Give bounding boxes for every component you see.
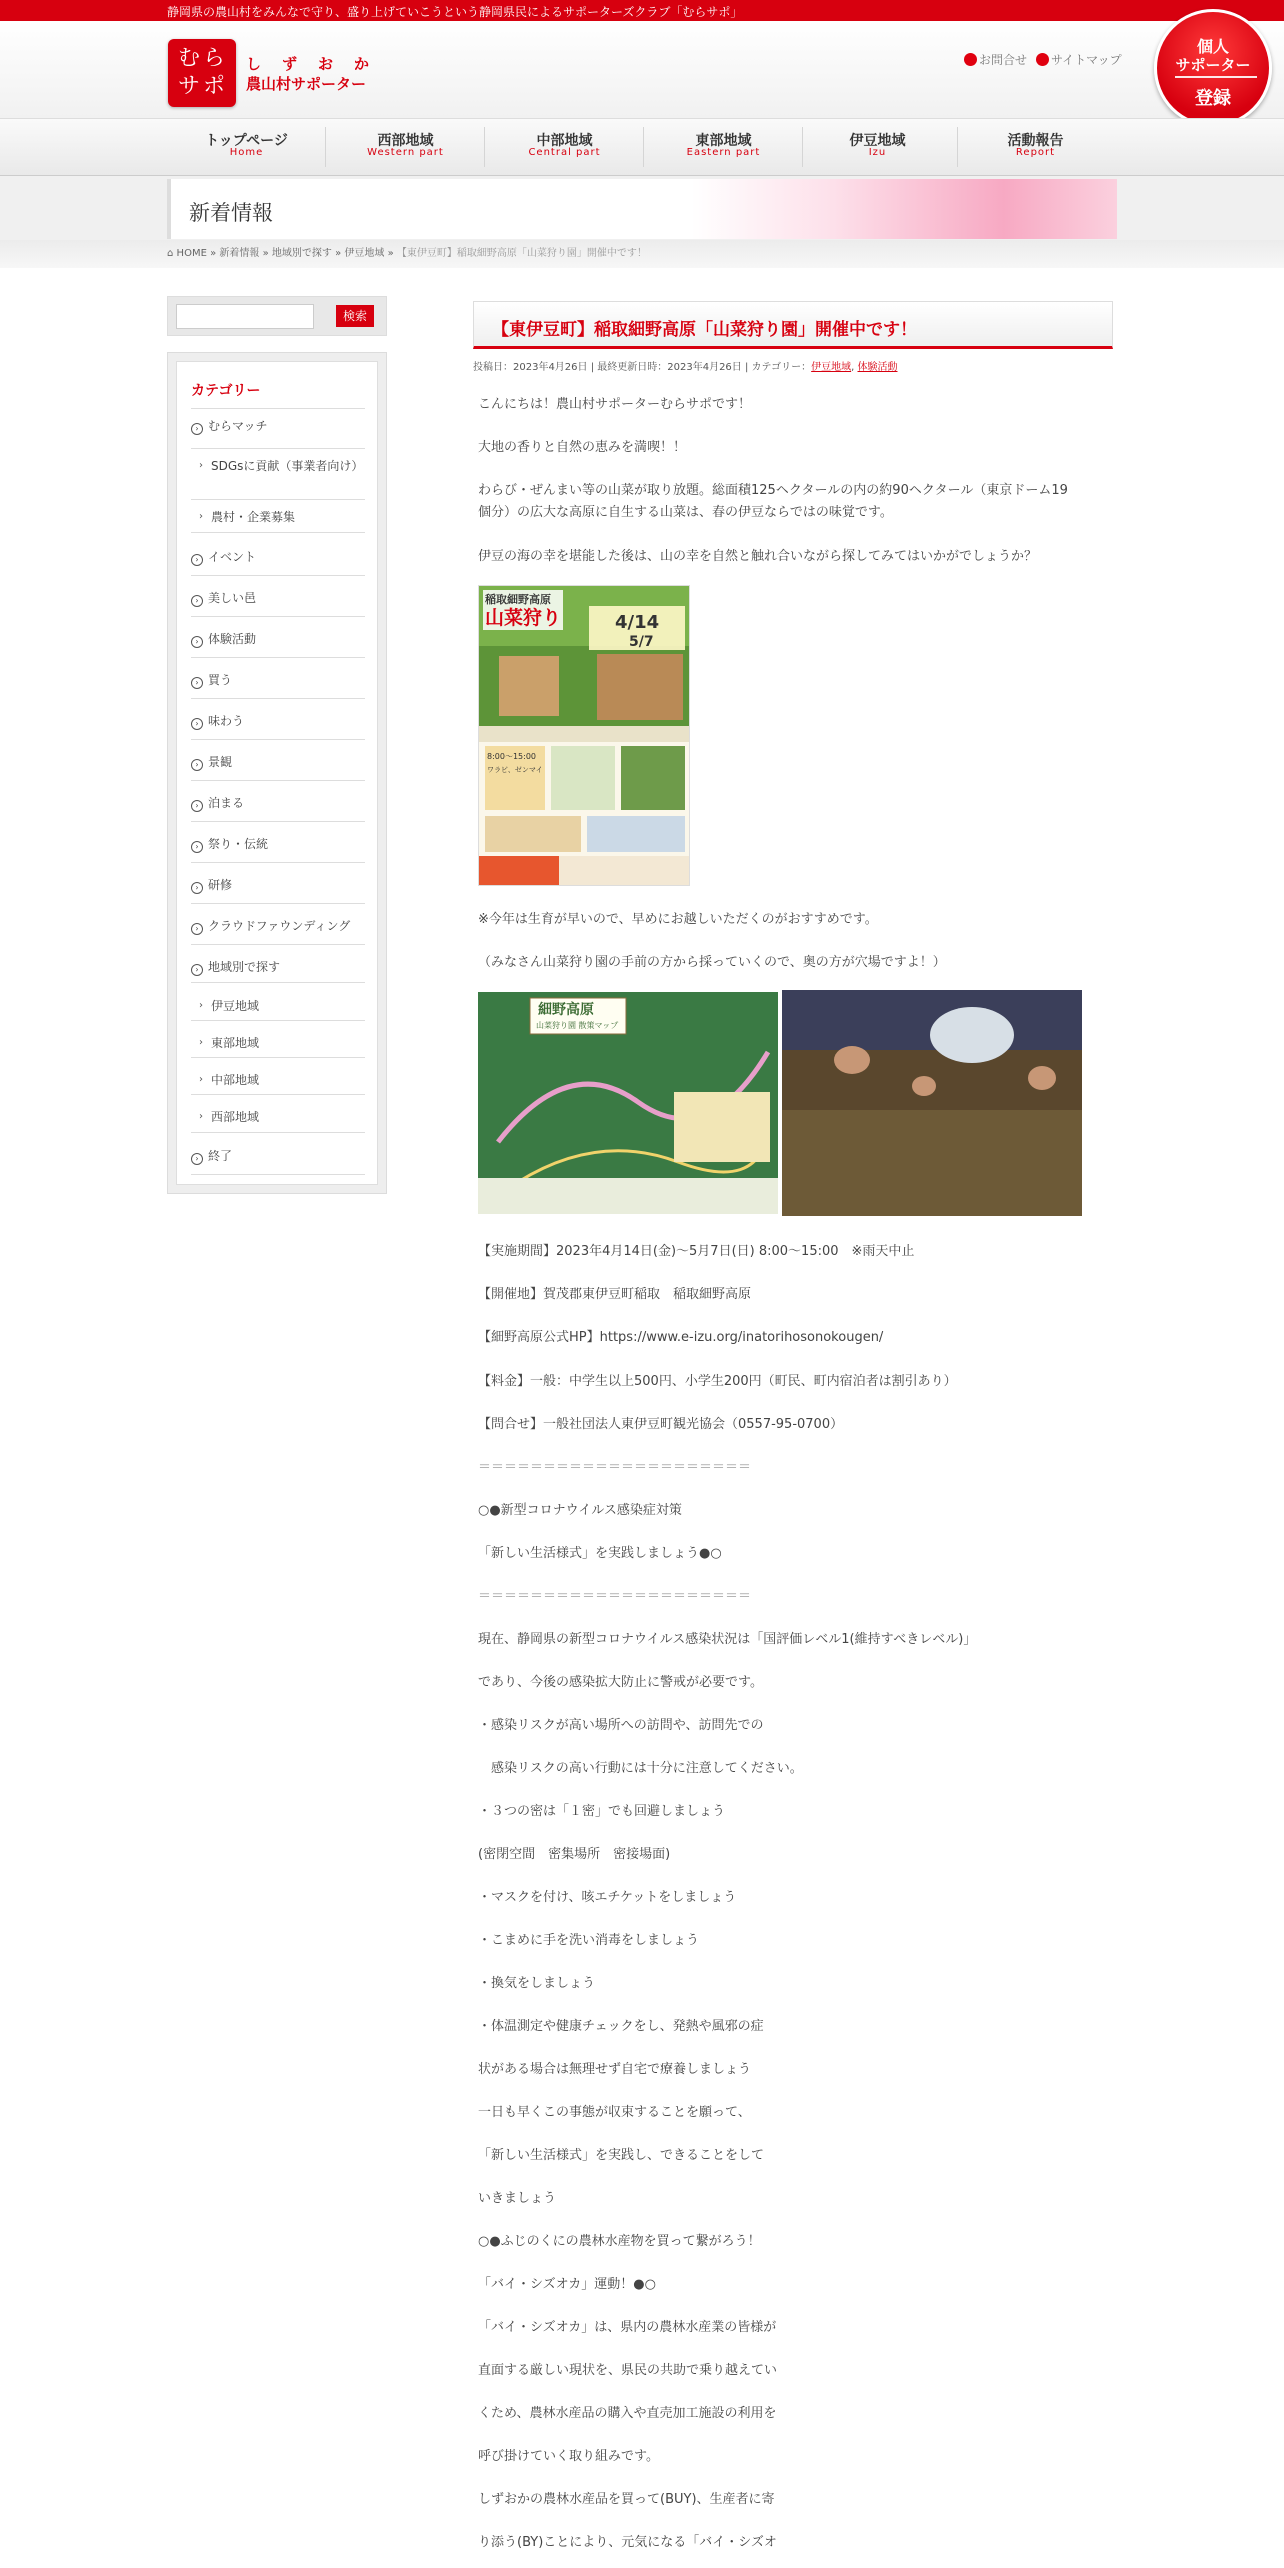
category-subitem[interactable] bbox=[191, 509, 365, 525]
flyer-date-from: 4/14 bbox=[615, 612, 660, 633]
contact-link-label: お問合せ bbox=[979, 53, 1028, 67]
arrow-circle-icon: › bbox=[191, 423, 203, 435]
post-paragraph: 「バイ・シズオカ」は、県内の農林水産業の皆様が bbox=[478, 2320, 777, 2335]
logo-title: 農山村サポーター bbox=[246, 75, 367, 93]
category-divider bbox=[191, 1057, 365, 1058]
category-label: 景観 bbox=[208, 755, 233, 769]
category-label: クラウドファウンディング bbox=[208, 919, 351, 933]
category-item[interactable] bbox=[191, 754, 365, 771]
post-paragraph: 感染リスクの高い行動には十分に注意してください。 bbox=[478, 1761, 803, 1776]
category-item[interactable] bbox=[191, 590, 365, 607]
arrow-circle-icon: › bbox=[191, 677, 203, 689]
nav-item-label: 伊豆地域 bbox=[849, 133, 906, 149]
logo-mark-line1: むら bbox=[178, 46, 229, 71]
category-divider bbox=[191, 616, 365, 617]
post-paragraph: ※今年は生育が早いので、早めにお越しいただくのがおすすめです。 bbox=[478, 912, 878, 927]
category-label: 農村・企業募集 bbox=[211, 510, 296, 524]
category-subitem[interactable] bbox=[191, 1109, 365, 1125]
post-paragraph: 伊豆の海の幸を堪能した後は、山の幸を自然と触れ合いながら探してみてはいかがでしょうか？ bbox=[478, 549, 1038, 564]
flyer-title-line1: 稲取細野高原 bbox=[485, 593, 551, 606]
category-divider bbox=[191, 408, 365, 409]
breadcrumb-item[interactable]: 新着情報 bbox=[219, 248, 260, 259]
post-divider-line: ＝＝＝＝＝＝＝＝＝＝＝＝＝＝＝＝＝＝＝＝＝ bbox=[478, 1460, 752, 1475]
breadcrumb-separator: » bbox=[387, 248, 394, 259]
post-paragraph: 一日も早くこの事態が収束することを願って、 bbox=[478, 2105, 751, 2120]
post-title-box bbox=[473, 301, 1113, 349]
category-divider bbox=[191, 448, 365, 449]
sitemap-dot-icon bbox=[1036, 53, 1049, 66]
individual-signup-line2: サポーター bbox=[1175, 56, 1251, 74]
category-divider bbox=[191, 944, 365, 945]
nav-item-sublabel: Eastern part bbox=[686, 147, 761, 158]
category-divider bbox=[191, 1020, 365, 1021]
arrow-circle-icon: › bbox=[191, 882, 203, 894]
category-subitem[interactable] bbox=[191, 998, 365, 1014]
nav-item-label: 中部地域 bbox=[536, 133, 593, 149]
arrow-circle-icon: › bbox=[191, 923, 203, 935]
individual-signup-divider bbox=[1175, 76, 1257, 78]
category-label: 伊豆地域 bbox=[211, 999, 260, 1013]
search-button[interactable]: 検索 bbox=[336, 305, 374, 327]
category-item[interactable] bbox=[191, 877, 365, 894]
nav-item-label: 東部地域 bbox=[695, 133, 752, 149]
category-divider bbox=[191, 739, 365, 740]
nav-item-izu[interactable] bbox=[798, 119, 957, 175]
flyer-date-to: 5/7 bbox=[629, 634, 654, 650]
chevron-right-icon: › bbox=[199, 511, 203, 522]
post-meta-text: 投稿日：2023年4月26日 | 最終更新日時：2023年4月26日 | カテゴリー： bbox=[473, 362, 812, 373]
trail-map-image bbox=[478, 992, 778, 1214]
nav-item-sublabel: Western part bbox=[367, 147, 444, 158]
event-flyer-image bbox=[478, 585, 690, 886]
post-paragraph: 大地の香りと自然の恵みを満喫！！ bbox=[478, 440, 687, 455]
category-divider bbox=[191, 698, 365, 699]
logo-kana: しずおか bbox=[246, 55, 391, 73]
post-paragraph: ○●新型コロナウイルス感染症対策 bbox=[478, 1503, 682, 1518]
nav-item-sublabel: Report bbox=[1015, 147, 1056, 158]
post-paragraph: 「バイ・シズオカ」運動！●○ bbox=[478, 2277, 656, 2292]
category-divider bbox=[191, 657, 365, 658]
post-paragraph: （みなさん山菜狩り園の手前の方から採っていくので、奥の方が穴場ですよ！） bbox=[478, 955, 946, 970]
post-paragraph: ・マスクを付け、咳エチケットをしましょう bbox=[478, 1890, 737, 1905]
arrow-circle-icon: › bbox=[191, 759, 203, 771]
site-tagline: 静岡県の農山村をみんなで守り、盛り上げていこうという静岡県民によるサポーターズクラブ「むらサポ」 bbox=[167, 5, 743, 19]
post-paragraph: わらび・ぜんまい等の山菜が取り放題。総面積125ヘクタールの内の約90ヘクタール（東京ドーム19 bbox=[478, 483, 1068, 498]
search-input[interactable] bbox=[176, 304, 314, 329]
page-title: 新着情報 bbox=[189, 201, 273, 225]
post-paragraph: 現在、静岡県の新型コロナウイルス感染状況は「国評価レベル1(維持すべきレベル)」 bbox=[478, 1632, 977, 1647]
category-label: SDGsに貢献（事業者向け） bbox=[211, 459, 364, 473]
map-title-line2: 山菜狩り園 散策マップ bbox=[536, 1021, 619, 1030]
post-meta bbox=[473, 358, 898, 373]
category-item[interactable] bbox=[191, 1148, 365, 1165]
category-item[interactable] bbox=[191, 672, 365, 689]
category-divider bbox=[191, 1094, 365, 1095]
category-label: 西部地域 bbox=[211, 1110, 260, 1124]
post-paragraph: (密閉空間 密集場所 密接場面) bbox=[478, 1847, 671, 1862]
breadcrumb-separator: » bbox=[210, 248, 217, 259]
contact-dot-icon bbox=[964, 53, 977, 66]
arrow-circle-icon: › bbox=[191, 595, 203, 607]
nav-item-home[interactable] bbox=[167, 119, 326, 175]
post-paragraph: 「新しい生活様式」を実践しましょう●○ bbox=[478, 1546, 722, 1561]
nav-item-sublabel: Izu bbox=[868, 147, 887, 158]
category-divider bbox=[191, 982, 365, 983]
post-paragraph: こんにちは！農山村サポーターむらサポです！ bbox=[478, 397, 752, 412]
nav-item-label: 活動報告 bbox=[1007, 133, 1064, 149]
category-label: 体験活動 bbox=[208, 632, 257, 646]
chevron-right-icon: › bbox=[199, 1111, 203, 1122]
post-paragraph: 【問合せ】一般社団法人東伊豆町観光協会（0557-95-0700） bbox=[478, 1417, 844, 1432]
search-widget bbox=[167, 296, 387, 336]
post-meta-separator: , bbox=[851, 362, 858, 373]
post-paragraph: しずおかの農林水産品を買って(BUY)、生産者に寄 bbox=[478, 2492, 775, 2507]
post-paragraph: 【実施期間】2023年4月14日(金)～5月7日(日) 8:00～15:00 ※雨天中止 bbox=[478, 1244, 915, 1259]
category-divider bbox=[191, 1174, 365, 1175]
category-divider bbox=[191, 780, 365, 781]
individual-signup-line1: 個人 bbox=[1196, 37, 1229, 56]
post-paragraph: くため、農林水産品の購入や直売加工施設の利用を bbox=[478, 2406, 777, 2421]
breadcrumb-home[interactable]: HOME bbox=[176, 248, 207, 259]
category-label: むらマッチ bbox=[208, 419, 268, 433]
post-title: 【東伊豆町】稲取細野高原「山菜狩り園」開催中です！ bbox=[492, 320, 917, 340]
sitemap-link-label: サイトマップ bbox=[1051, 53, 1122, 67]
nav-item-report[interactable] bbox=[956, 119, 1115, 175]
post-paragraph: いきましょう bbox=[478, 2191, 557, 2206]
arrow-circle-icon: › bbox=[191, 554, 203, 566]
post-paragraph: ・こまめに手を洗い消毒をしましょう bbox=[478, 1933, 700, 1948]
category-item[interactable] bbox=[191, 836, 365, 853]
nav-item-label: トップページ bbox=[205, 133, 288, 149]
post-paragraph: 状がある場合は無理せず自宅で療養しましょう bbox=[478, 2062, 752, 2077]
category-divider bbox=[191, 862, 365, 863]
category-panel bbox=[167, 352, 387, 1194]
flyer-graphic bbox=[479, 586, 690, 886]
post-paragraph: ○●ふじのくにの農林水産物を買って繋がろう！ bbox=[478, 2234, 761, 2249]
post-paragraph: 直面する厳しい現状を、県民の共助で乗り越えてい bbox=[478, 2363, 778, 2378]
home-icon: ⌂ bbox=[167, 248, 174, 259]
category-label: 研修 bbox=[208, 878, 233, 892]
global-nav bbox=[0, 118, 1284, 176]
breadcrumb-item[interactable]: 地域別で探す bbox=[271, 248, 332, 259]
arrow-circle-icon: › bbox=[191, 718, 203, 730]
category-item[interactable] bbox=[191, 549, 365, 566]
category-item[interactable] bbox=[191, 918, 365, 935]
category-subitem[interactable] bbox=[191, 1072, 365, 1088]
chevron-right-icon: › bbox=[199, 1037, 203, 1048]
breadcrumb-current: 【東伊豆町】稲取細野高原「山菜狩り園」開催中です！ bbox=[396, 248, 647, 259]
chevron-right-icon: › bbox=[199, 460, 203, 471]
category-divider bbox=[191, 499, 365, 500]
flyer-title-line2: 山菜狩り bbox=[485, 607, 562, 629]
arrow-circle-icon: › bbox=[191, 636, 203, 648]
category-item[interactable] bbox=[191, 631, 365, 648]
category-divider bbox=[191, 575, 365, 576]
category-label: 東部地域 bbox=[211, 1036, 260, 1050]
post-paragraph: 【細野高原公式HP】https://www.e-izu.org/inatorihosonokougen/ bbox=[478, 1330, 884, 1345]
category-label: 地域別で探す bbox=[208, 960, 281, 974]
individual-signup-line3: 登録 bbox=[1195, 88, 1231, 109]
post-paragraph: ・感染リスクが高い場所への訪問や、訪問先での bbox=[478, 1718, 764, 1733]
post-paragraph: であり、今後の感染拡大防止に警戒が必要です。 bbox=[478, 1675, 763, 1690]
category-divider bbox=[191, 1132, 365, 1133]
arrow-circle-icon: › bbox=[191, 841, 203, 853]
chevron-right-icon: › bbox=[199, 1074, 203, 1085]
nav-item-sublabel: Central part bbox=[528, 147, 601, 158]
map-title-line1: 細野高原 bbox=[538, 1002, 594, 1018]
category-label: 買う bbox=[208, 673, 233, 687]
post-paragraph: 個分）の広大な高原に自生する山菜は、春の伊豆ならではの味覚です。 bbox=[478, 505, 893, 520]
page-title-box bbox=[167, 179, 1117, 239]
category-label: イベント bbox=[208, 550, 257, 564]
breadcrumb bbox=[167, 244, 647, 259]
post-paragraph: ・換気をしましょう bbox=[478, 1976, 596, 1991]
nav-item-western[interactable] bbox=[326, 119, 485, 175]
site-logo[interactable] bbox=[168, 39, 236, 107]
photo-graphic bbox=[782, 990, 1082, 1216]
arrow-circle-icon: › bbox=[191, 1153, 203, 1165]
sitemap-link[interactable] bbox=[1036, 51, 1122, 68]
nav-item-central[interactable] bbox=[485, 119, 644, 175]
arrow-circle-icon: › bbox=[191, 964, 203, 976]
category-label: 泊まる bbox=[208, 796, 245, 810]
post-paragraph: 呼び掛けていく取り組みです。 bbox=[478, 2449, 659, 2464]
nav-item-sublabel: Home bbox=[229, 147, 264, 158]
category-label: 中部地域 bbox=[211, 1073, 260, 1087]
post-paragraph: 【料金】一般：中学生以上500円、小学生200円（町民、町内宿泊者は割引あり） bbox=[478, 1374, 957, 1389]
post-divider-line: ＝＝＝＝＝＝＝＝＝＝＝＝＝＝＝＝＝＝＝＝＝ bbox=[478, 1589, 752, 1604]
contact-link[interactable] bbox=[964, 51, 1027, 68]
nav-item-eastern[interactable] bbox=[644, 119, 803, 175]
category-item[interactable] bbox=[191, 959, 365, 976]
category-item[interactable] bbox=[191, 418, 365, 435]
category-label: 味わう bbox=[208, 714, 245, 728]
breadcrumb-separator: » bbox=[335, 248, 342, 259]
post-paragraph: り添う(BY)ことにより、元気になる「バイ・シズオ bbox=[478, 2535, 777, 2550]
logo-mark-line2: サポ bbox=[178, 74, 229, 99]
category-divider bbox=[191, 903, 365, 904]
foraging-photo bbox=[782, 990, 1082, 1216]
category-label: 美しい邑 bbox=[208, 591, 257, 605]
category-title: カテゴリー bbox=[191, 383, 261, 399]
category-divider bbox=[191, 821, 365, 822]
post-category-link[interactable]: 伊豆地域 bbox=[811, 362, 852, 373]
category-subitem[interactable] bbox=[191, 1035, 365, 1051]
nav-item-label: 西部地域 bbox=[377, 133, 434, 149]
top-strip bbox=[0, 0, 1284, 21]
flyer-plants: ワラビ、ゼンマイ bbox=[487, 766, 543, 774]
breadcrumb-separator: » bbox=[262, 248, 269, 259]
chevron-right-icon: › bbox=[199, 1000, 203, 1011]
category-label: 終了 bbox=[208, 1149, 233, 1163]
category-item[interactable] bbox=[191, 713, 365, 730]
category-label: 祭り・伝統 bbox=[208, 837, 269, 851]
post-paragraph: 【開催地】賀茂郡東伊豆町稲取 稲取細野高原 bbox=[478, 1287, 752, 1302]
category-subitem[interactable] bbox=[191, 458, 365, 474]
flyer-hours: 8:00～15:00 bbox=[487, 752, 537, 761]
post-paragraph: ・体温測定や健康チェックをし、発熱や風邪の症 bbox=[478, 2019, 764, 2034]
map-graphic bbox=[478, 992, 778, 1214]
individual-signup-button[interactable] bbox=[1154, 9, 1272, 127]
category-item[interactable] bbox=[191, 795, 365, 812]
category-list bbox=[176, 361, 378, 1185]
post-category-link[interactable]: 体験活動 bbox=[857, 362, 898, 373]
post-paragraph: ・３つの密は「１密」でも回避しましょう bbox=[478, 1804, 726, 1819]
post-paragraph: 「新しい生活様式」を実践し、できることをして bbox=[478, 2148, 765, 2163]
site-header bbox=[0, 21, 1284, 118]
breadcrumb-item[interactable]: 伊豆地域 bbox=[344, 248, 385, 259]
arrow-circle-icon: › bbox=[191, 800, 203, 812]
category-divider bbox=[191, 532, 365, 533]
